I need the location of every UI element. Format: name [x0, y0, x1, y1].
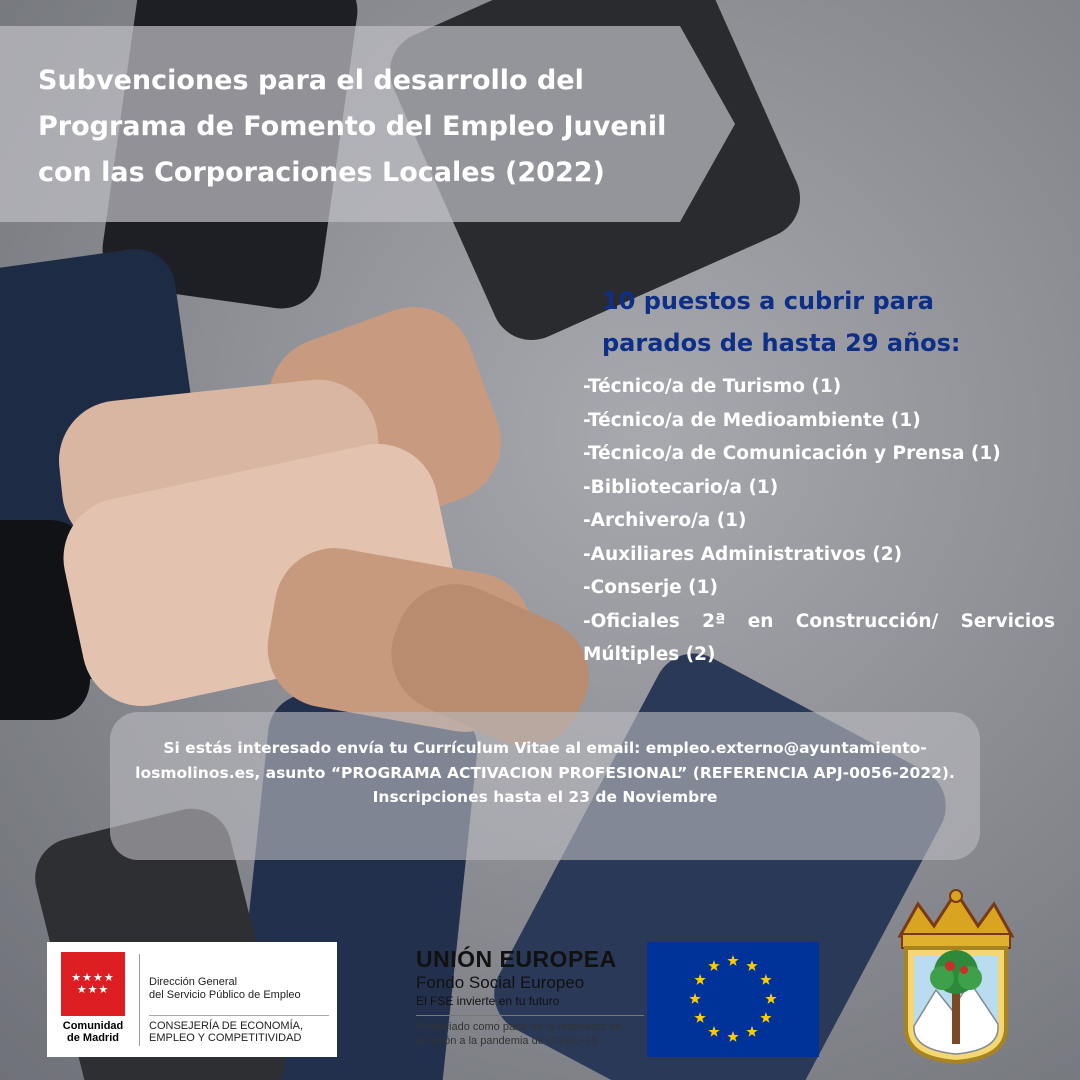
application-info: [130, 736, 960, 810]
eu-fund-name: Fondo Social Europeo: [416, 973, 585, 992]
eu-star-icon: [708, 1026, 719, 1037]
madrid-dir-line1: Dirección General: [149, 976, 238, 988]
position-item: -Auxiliares Administrativos (2): [583, 543, 903, 565]
eu-stars-icon: [647, 942, 819, 1057]
positions-heading: [602, 280, 1042, 364]
eu-note-line1: Financiado como parte de la respuesta de: [416, 1021, 622, 1033]
madrid-dir-line2: del Servicio Público de Empleo: [149, 989, 301, 1001]
position-item: -Oficiales 2ª en Construcción/ Servicios Múltiples (2): [583, 610, 1055, 665]
madrid-name-line1: Comunidad: [62, 1020, 124, 1032]
eu-star-icon: [746, 960, 757, 971]
eu-star-icon: [760, 1012, 771, 1023]
eu-star-icon: [765, 993, 776, 1004]
page-title: Subvenciones para el desarrollo del Programa de Fomento del Empleo Juvenil con las Corporaciones Locales (2022): [38, 65, 667, 188]
application-deadline: Inscripciones hasta el 23 de Noviembre: [372, 788, 718, 806]
eu-title: UNIÓN EUROPEA: [416, 946, 617, 972]
eu-covid-note: [416, 1020, 646, 1048]
position-item: -Archivero/a (1): [583, 510, 747, 531]
madrid-rule: [149, 1015, 329, 1016]
madrid-name: [53, 1020, 133, 1044]
position-item: -Técnico/a de Medioambiente (1): [583, 409, 921, 431]
eu-star-icon: [727, 1031, 738, 1042]
positions-heading-line2: parados de hasta 29 años:: [602, 329, 961, 357]
position-item: -Bibliotecario/a (1): [583, 476, 779, 498]
madrid-ministry: [149, 1020, 335, 1044]
positions-list: [583, 370, 1055, 672]
eu-rule: [416, 1015, 644, 1016]
position-item: -Conserje (1): [583, 577, 718, 598]
eu-motto: El FSE invierte en tu futuro: [416, 994, 560, 1008]
comunidad-madrid-logo: [47, 942, 337, 1057]
application-instructions: Si estás interesado envía tu Currículum Vitae al email: empleo.externo@ayuntamiento-losmolinos.es, asunto “PROGRAMA ACTIVACION PROFESIONAL” (REFERENCIA APJ-0056-2022).: [135, 739, 955, 782]
madrid-cons-line1: CONSEJERÍA DE ECONOMÍA,: [149, 1020, 304, 1032]
eu-star-icon: [746, 1026, 757, 1037]
eu-star-icon: [727, 955, 738, 966]
eu-star-icon: [689, 993, 700, 1004]
eu-star-icon: [694, 974, 705, 985]
eu-flag-icon: [647, 942, 819, 1057]
eu-star-icon: [708, 960, 719, 971]
eu-star-icon: [694, 1012, 705, 1023]
madrid-cons-line2: EMPLEO Y COMPETITIVIDAD: [149, 1032, 302, 1044]
eu-star-icon: [760, 974, 771, 985]
positions-heading-line1: 10 puestos a cubrir para: [602, 287, 934, 315]
madrid-name-line2: de Madrid: [67, 1032, 119, 1044]
position-item: -Técnico/a de Comunicación y Prensa (1): [583, 443, 1001, 464]
madrid-directorate: [149, 976, 335, 1002]
eu-note-line2: la Unión a la pandemia de COVID-19: [416, 1035, 598, 1047]
madrid-flag-icon: ★★★★ ★★★: [61, 952, 125, 1016]
position-item: -Técnico/a de Turismo (1): [583, 376, 842, 397]
eu-logo-text: [416, 945, 646, 1048]
madrid-divider: [139, 954, 140, 1046]
los-molinos-coat-of-arms-icon: [890, 886, 1022, 1066]
